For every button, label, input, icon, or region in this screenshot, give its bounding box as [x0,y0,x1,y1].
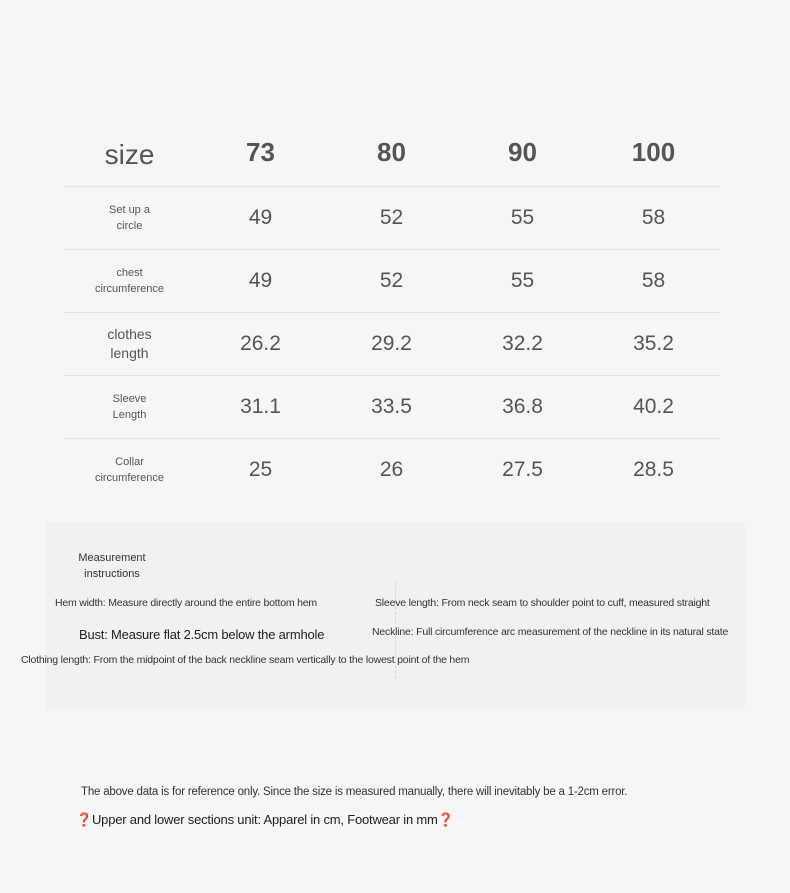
table-cell: 32.2 [502,332,543,355]
table-cell: 55 [510,206,535,229]
table-cell: 26 [379,458,404,481]
measurement-instructions-panel [21,522,745,709]
row-label-text: Set up a circle [109,204,150,232]
table-cell: 49 [248,269,273,292]
table-cell: 36.8 [502,395,543,418]
table-cell: 55 [510,269,535,292]
table-cell: 28.5 [633,458,674,481]
unit-note: ❓Upper and lower sections unit: Apparel in cm, Footwear in mm❓ [76,812,454,827]
table-cell: 52 [379,269,404,292]
table-row [64,187,720,250]
table-cell: 49 [248,206,273,229]
table-cell: 27.5 [502,458,543,481]
neckline-instruction: Neckline: Full circumference arc measurement of the neckline in its natural state [372,626,729,638]
clothing-length-instruction: Clothing length: From the midpoint of the back neckline seam vertically to the lowest point of the hem [21,654,470,666]
size-table [64,118,720,501]
table-cell: 58 [641,206,666,229]
size-73-header: 73 [246,136,275,167]
size-80-header: 80 [377,136,406,167]
table-header-row [64,118,720,187]
size-90-header: 90 [508,136,537,167]
reference-note: The above data is for reference only. Since the size is measured manually, there will inevitably be a 1-2cm error. [81,786,628,798]
row-label [64,202,195,234]
table-cell: 52 [379,206,404,229]
row-label-text: Sleeve Length [112,393,147,421]
size-100-header: 100 [631,136,676,167]
row-label [64,265,195,297]
table-row [64,439,720,501]
row-label [64,454,195,486]
instructions-title: Measurement instructions [78,552,146,580]
hem-width-instruction: Hem width: Measure directly around the entire bottom hem [55,597,317,609]
row-label [64,325,195,363]
row-label-text: clothes length [107,326,152,361]
table-cell: 31.1 [240,395,281,418]
table-row [64,250,720,313]
table-cell: 29.2 [371,332,412,355]
row-label-text: Collar circumference [94,456,165,484]
table-row [64,376,720,439]
table-cell: 40.2 [633,395,674,418]
table-cell: 25 [248,458,273,481]
table-cell: 26.2 [240,332,281,355]
bust-instruction: Bust: Measure flat 2.5cm below the armhole [79,627,325,642]
table-cell: 33.5 [371,395,412,418]
row-label-text: chest circumference [94,267,165,295]
table-row [64,313,720,376]
size-header-label: size [104,139,155,170]
table-cell: 58 [641,269,666,292]
row-label [64,391,195,423]
table-cell: 35.2 [633,332,674,355]
sleeve-length-instruction: Sleeve length: From neck seam to shoulder point to cuff, measured straight [375,597,710,609]
